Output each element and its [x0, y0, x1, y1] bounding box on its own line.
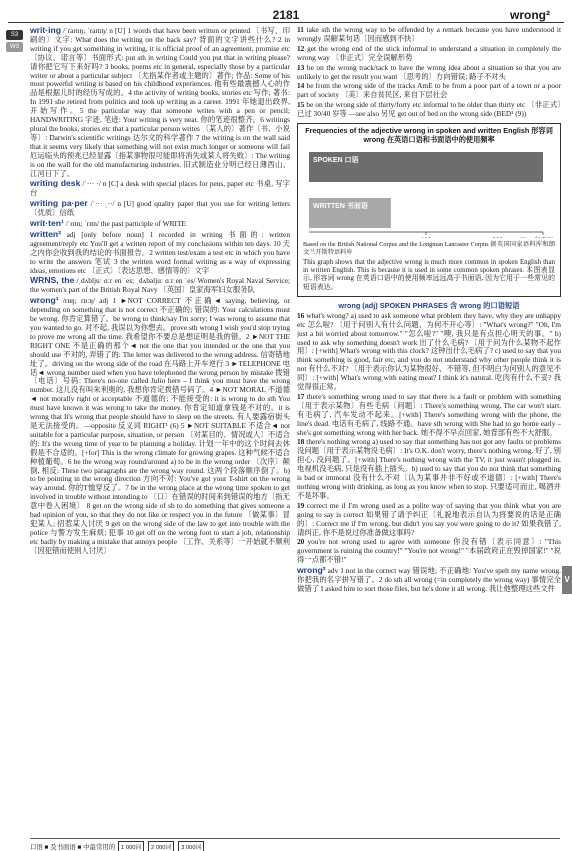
- sense-18: [297, 438, 561, 500]
- sense-body: what's wrong? a) used to ask someone what problem they have, why they are unhappy etc 怎么啦? 〔用于问别人有什么问题、为何不开心等〕: "What's wrong?" "Oh, I'm just a bit worried about tomorrow." "怎么啦?" "噢, 我只是有点担心明天的事。" b) used to ask why something doesn't work 出了什么毛病? 〔用于问为什么某物不起作用〕: [+with] What's wrong with this clock? 这钟出什么毛病了? c) used to say that you think something is good, fair etc, and you do not understand why other people think it is not 有什么不对? 〔用于表示你认为某物很好、不错等, 但不明白为何别人的意见不同〕: [+with] What's wrong with eating meat? I think it's natural. 吃肉有什么不妥? 我觉得很正常。: [297, 310, 561, 392]
- sense-number: 11: [297, 26, 304, 34]
- sense-number: 14: [297, 81, 305, 91]
- headword: wrong¹: [30, 295, 59, 306]
- sense-body: there's nothing wrong a) used to say that something has not got any faults or problems 没问题〔用于表示某物没毛病〕: It's O.K. don't worry, there's nothing wrong. 好了, 别担心, 没问题了。[+with] There's nothing wrong with the TV, it just wasn't plugged in. 电视机没毛病, 只是没有插上插头。b) used to say that you do not think that something is bad or immoral 没有什么不对〔认为某事并非不好或不道德〕: [+with] There's nothing wrong with drinking, as long as you know when to stop. 只要适可而止, 喝酒并不是坏事。: [297, 437, 561, 500]
- chart-title: Frequencies of the adjective wrong in spoken and written English 形容词 wrong 在英语口语和书面语中的使用频率: [305, 126, 553, 144]
- running-head: wrong²: [510, 8, 550, 22]
- frequency-badges: [6, 30, 26, 54]
- entry-writing: [30, 26, 290, 178]
- sense-16: [297, 312, 561, 392]
- entry-body: /ˈraɪtɪŋ; ˈraɪtɪŋ/ n [U] 1 words that have been written or printed 〔书写、印刷的〕文字: What does the writing on the back say? 背面的文字讲些什么? 2 in writing if you get something in writing, it is official proof of an agreement, promise etc 〔协议、诺言等〕书面形式: put sth in writing Could you put that in writing please? 请你把它写下来好吗? 3 books, poems etc in general, especially those by a particular writer or about a particular subject 〔尤指某作者或主题的〕著作; 作品: Some of his most powerful writing is based on his childhood experiences. 他有些最震撼人心的作品是根据儿时的经历写成的。4 the activity of writing books, stories etc 写作; 著书: In 1991 she retired from politics and took up writing as a career. 1991 年她退出政界, 开始写作。5 the particular way that someone writes with a pen or pencil; HANDWRITING 字迹, 笔迹: Your writing is very neat. 你的笔迹很整齐。6 writings plural the books, stories etc that a particular person writes 〔某人的〕著作〔书、小说等〕: Darwin's scientific writings 达尔文的科学著作 7 the writing is on the wall said that it seems very likely that something will not exist much longer or someone will fail 厄运临头的预兆已经显露〔指某事物很可能即将消失或某人将失败〕: The writing is on the wall for the old manufacturing industries. 旧式制造业分明已经日薄西山、江河日下了。: [30, 26, 290, 178]
- chart-bar-label: SPOKEN 口语: [313, 157, 359, 165]
- sense-17: [297, 393, 561, 438]
- sense-body: correct me if I'm wrong used as a polite way of saying that you think what you are going to say is correct 如果错了请予纠正〔礼貌地表示自认为将要说的话是正确的〕: Correct me if I'm wrong, but didn't you say you were going to do it? 如果我错了, 请纠正, 你不是说过你准备做这事吗?: [297, 500, 561, 537]
- chart-source-note: Based on the British National Corpus and the Longman Lancaster Corpus 据英国国家语料库和朗文兰开斯特语料库: [303, 241, 555, 256]
- footer-box: 3 000词: [178, 841, 204, 851]
- sense-number: 16: [297, 310, 305, 320]
- sense-number: 17: [297, 391, 305, 401]
- headword: writing desk: [30, 178, 81, 189]
- right-column: [297, 26, 561, 833]
- footer-box: 1 000词: [118, 841, 144, 851]
- sense-number: 20: [297, 537, 305, 547]
- footer-box: 2 000词: [148, 841, 174, 851]
- page-number: 2181: [272, 8, 300, 22]
- entry-body: /ˈ··· ·/ n [C] a desk with special places for pens, paper etc 书桌, 写字台: [30, 179, 290, 198]
- phrases-heading: wrong (adj) SPOKEN PHRASES 含 wrong 的口语短语: [338, 300, 520, 310]
- footer-label: 口语 ■ 及书面语 ■ 中最常用的: [30, 844, 116, 851]
- sense-number: 15: [297, 100, 305, 110]
- frequency-badge: S3: [6, 30, 23, 40]
- sense-body: be on the wrong side of thirty/forty etc informal to be older than thirty etc 〔非正式〕已过 30/40 岁等 —see also 另见 get out of bed on the wrong side (BED¹ (9)): [297, 100, 561, 119]
- sense-body: take sth the wrong way to be offended by a remark because you have understood it wrongly 误解某句话〔因而感到不快〕: [297, 26, 561, 43]
- top-rule: [8, 22, 564, 23]
- entry-body: adj [only before noun] 1 recorded in writing 书面的: written agreement/reply etc You'll get a written report of my conclusions within ten days. 10 天之内你会收到我的结论的书面报告。2 written test/exam a test etc in which you have to write the answers 笔试 3 the written word formal writing as a way of expressing ideas, emotions etc 〔正式〕〔表达思想、感情等的〕文字: [30, 229, 290, 275]
- entry-body: /rɒŋ; rɒːŋ/ adj 1 ►NOT CORRECT 不正确◄ saying, believing, or depending on something that is not correct 不正确的; 错误的: Your calculations must be wrong. 你肯定算错了。be wrong to think/say I'm sorry; I was wrong to assume that you wanted to go. 对不起, 我误以为你想去。prove sth wrong I wish you'd stop trying to prove me wrong all the time. 我希望你不要总是想证明是我的错。2 ►NOT THE RIGHT ONE 不是正确的那个◄ not the one that you intended or the one that you should use 不对的, 弄错了的: The letter was delivered to the wrong address. 信寄错地址了。driving on the wrong side of the road 在马路上开车逆行 3 ►TELEPHONE 电话◄ wrong number used when you have telephoned the wrong person by mistake 拨错〔电话〕号码: There's no-one called Julio here – I think you must have the wrong number. 这儿没有叫朱利奥的, 我想你肯定拨错号码了。4 ►NOT MORAL 不道德◄ not morally right or acceptable 不道德的; 不能接受的: it is wrong to do sth You must have known it was wrong to take the money. 你肯定知道拿钱是不对的。it is wrong that It's wrong that people should have to sleep on the streets. 有人要露宿街头是无法接受的。—opposite 反义词 RIGHT¹ (6) 5 ►NOT SUITABLE 不适合◄ not suitable for a particular purpose, situation, or person 〔对某目的、情况或人〕不适合的: It's the wrong time of year to be planning a holiday. 计划一年中的这个时间去休假是不合适的。[+for] This is the wrong climate for growing grapes. 这种气候不适合种植葡萄。6 be the wrong way round/around a) to be in the wrong order 〔次序〕颠倒, 相反: These two paragraphs are the wrong way round. 这两个段落顺序倒了。b) to be pointing in the wrong direction 方向不对: You've got your T-shirt on the wrong way around. 你的T恤穿反了。7 be in the wrong place at the wrong time spoken to get involved in trouble without intending to 〔口〕在错误的时间来到错误的地方〔指无意中卷入困境〕 8 get on the wrong side of sb to do something that gives someone a bad opinion of you, so that they do not like or respect you in the future 〔做某事〕冒犯某人; 招惹某人讨厌 9 get on the wrong side of the law to get into trouble with the police 与警方发生麻烦; 犯事 10 get off on the wrong foot to start a job, relationship etc badly by making a mistake that annoys people 〔工作、关系等〕一开始就不顺利〔因犯错而使别人讨厌〕: [30, 296, 290, 555]
- sense-15: [297, 101, 561, 119]
- entry-wrns: [30, 276, 290, 295]
- sense-14: [297, 82, 561, 100]
- chart-bar-label: WRITTEN 书面语: [313, 203, 368, 211]
- chart-description: This graph shows that the adjective wrong is much more common in spoken English than in written English. This is because it is used in some common spoken phrases. 本图表显示, 形容词 wrong 在英语口语中的使用频率远远高于书面语, 因为它用于一些常见的短语表达。: [303, 259, 555, 291]
- thumb-index-tab: V: [562, 566, 572, 594]
- headword: writ·ten¹: [30, 218, 64, 229]
- headword: wrong²: [297, 565, 326, 576]
- entry-body: /ˈ··· ˌ··/ n [U] good quality paper that you use for writing letters 〔优质〕信纸: [30, 199, 290, 218]
- entry-written-2: [30, 230, 290, 276]
- entry-wrong-2: [297, 566, 561, 594]
- entry-written-1: [30, 219, 290, 229]
- sense-body: there's something wrong used to say that there is a fault or problem with something 〔用于表示某物〕有些毛病〔问题〕: There's something wrong. The car won't start. 有毛病了, 汽车发动不起来。[+with] There's something wrong with the phone, the line's dead. 电话有毛病了, 线路不通。have sth wrong with She had to go home early – she's got something wrong with her back. 她不得不早点回家, 她背部有些不大舒服。: [297, 391, 561, 437]
- chart-area: [303, 146, 555, 238]
- chart-svg: [303, 146, 555, 238]
- headword: writing pa·per: [30, 198, 88, 209]
- sense-body: get the wrong end of the stick informal to understand a situation in completely the wrong way 〔非正式〕完全误解形势: [297, 43, 561, 62]
- sense-20: [297, 538, 561, 565]
- chart-tick-label: [492, 236, 553, 238]
- entry-body: /ˈrɪtn; ˈrɪtn/ the past participle of WRITE: [63, 219, 186, 229]
- entry-wrong-1: [30, 296, 290, 555]
- sense-12: [297, 45, 561, 63]
- sense-number: 18: [297, 437, 305, 447]
- left-column: [30, 26, 290, 833]
- entry-writing-desk: [30, 179, 290, 198]
- page-footer: [30, 838, 560, 851]
- entry-body: adv 1 not in the correct way 错误地; 不正确地: You've spelt my name wrong. 你把我的名字拼写错了。2 do sth all wrong (=in completely the wrong way) 事情完全做错了 I asked him to sort those files, but he's done it all wrong. 我让他整理这些文件: [297, 566, 561, 593]
- entry-body: /ˌdʌbljuː ɑːr en ˈes; ˌdʌbəljuː ɑːr en ˈes/ Women's Royal Naval Service; the women's part of the British Royal Navy 〔英国〕皇家海军妇女服务队: [30, 276, 290, 295]
- sense-body: be from the wrong side of the tracks AmE to be from a poor part of a town or a poor part of society 〔美〕来自贫民区, 来自下层社会: [297, 81, 561, 100]
- frequency-badge: W3: [6, 42, 23, 52]
- sense-number: 19: [297, 500, 305, 510]
- entry-writing-paper: [30, 199, 290, 218]
- sense-number: 13: [297, 62, 305, 72]
- sense-11: [297, 26, 561, 44]
- sense-13: [297, 64, 561, 82]
- frequency-chart: [297, 123, 561, 297]
- chart-tick-label: [421, 237, 432, 238]
- sense-body: be on the wrong track/tack to have the wrong idea about a situation so that you are unlikely to get the result you want 〔思考的〕方向错误; 路子不对头: [297, 62, 561, 81]
- sense-19: [297, 502, 561, 538]
- headword: writ·ing: [30, 26, 62, 35]
- headword: WRNS, the: [30, 275, 75, 286]
- headword: written²: [30, 228, 62, 239]
- sense-number: 12: [297, 43, 305, 53]
- sense-body: you're not wrong used to agree with someone 你没有错〔表示同意〕: "This government is ruining the country!" "You're not wrong!" "本届政府正在毁掉国家!" "说得一点都不错!": [297, 537, 561, 565]
